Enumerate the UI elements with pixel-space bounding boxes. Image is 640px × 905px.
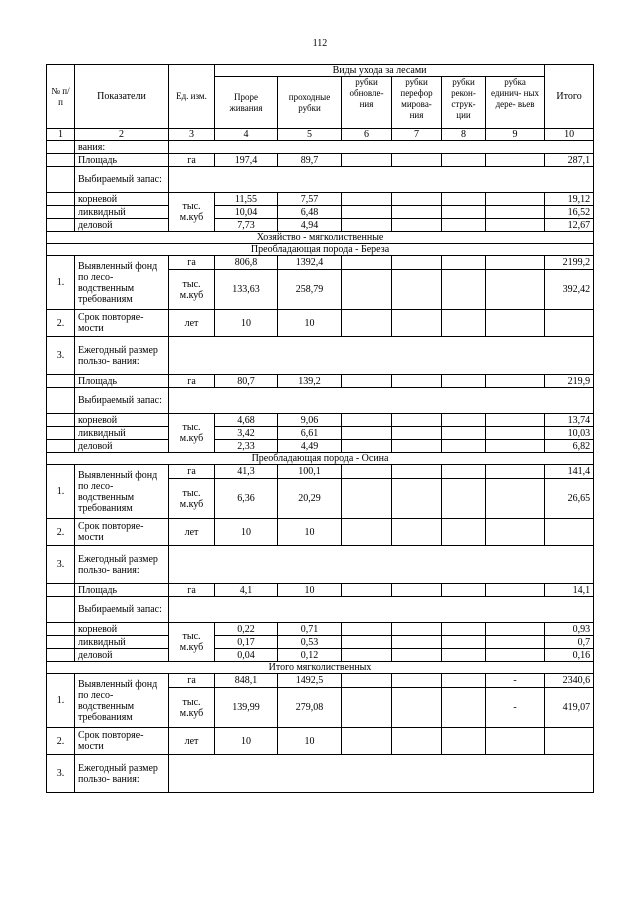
cell: 0,53 <box>278 636 342 649</box>
table-row <box>47 375 594 388</box>
table-row <box>47 414 594 427</box>
cell: 11,55 <box>215 193 278 206</box>
row-label: Выявленный фонд по лесо- водственным требованиям <box>75 674 169 728</box>
section-title: Итого мягколиственных <box>47 662 594 674</box>
cell: 7,73 <box>215 219 278 232</box>
row-label: Срок повторяе- мости <box>75 310 169 337</box>
header-indicator: Показатели <box>75 65 169 129</box>
forest-care-table <box>46 64 594 793</box>
row-label: Площадь <box>75 154 169 167</box>
unit: тыс. м.куб <box>169 193 215 232</box>
unit: лет <box>169 310 215 337</box>
cell: 4,94 <box>278 219 342 232</box>
cell: 197,4 <box>215 154 278 167</box>
cell: 10 <box>215 728 278 755</box>
cell: - <box>486 674 545 688</box>
col-number: 3 <box>169 129 215 141</box>
cell: 848,1 <box>215 674 278 688</box>
unit: лет <box>169 728 215 755</box>
table-row <box>47 674 594 688</box>
header-num: № п/п <box>47 65 75 129</box>
row-label: Выбираемый запас: <box>75 167 169 193</box>
row-number: 1. <box>47 465 75 519</box>
cell: 3,42 <box>215 427 278 440</box>
cell: 6,61 <box>278 427 342 440</box>
cell: 7,57 <box>278 193 342 206</box>
row-label: Выявленный фонд по лесо- водственным требованиям <box>75 256 169 310</box>
cell: 10 <box>215 310 278 337</box>
cell: 0,16 <box>545 649 594 662</box>
cell: 141,4 <box>545 465 594 479</box>
cell: 12,67 <box>545 219 594 232</box>
cell: 80,7 <box>215 375 278 388</box>
unit: тыс. м.куб <box>169 479 215 519</box>
cell: 4,68 <box>215 414 278 427</box>
header-col-6: рубки обновле- ния <box>342 77 392 129</box>
cell: 1392,4 <box>278 256 342 270</box>
cell: 1492,5 <box>278 674 342 688</box>
cell: 10,03 <box>545 427 594 440</box>
row-label: Выбираемый запас: <box>75 388 169 414</box>
cell: 0,17 <box>215 636 278 649</box>
header-col-7: рубки перефор мирова- ния <box>392 77 442 129</box>
cell: 2,33 <box>215 440 278 453</box>
row-label: деловой <box>75 649 169 662</box>
cell: 2199,2 <box>545 256 594 270</box>
cell: 10 <box>215 519 278 546</box>
row-number: 1. <box>47 674 75 728</box>
section-title: Преобладающая порода - Береза <box>47 244 594 256</box>
unit: тыс. м.куб <box>169 623 215 662</box>
cell: 279,08 <box>278 688 342 728</box>
table-row <box>47 427 594 440</box>
header-col-8: рубки рекон- струк- ции <box>442 77 486 129</box>
cell: 0,93 <box>545 623 594 636</box>
cell: 287,1 <box>545 154 594 167</box>
cell: 139,2 <box>278 375 342 388</box>
cell: 19,12 <box>545 193 594 206</box>
cell: 219,9 <box>545 375 594 388</box>
cell: 6,82 <box>545 440 594 453</box>
cell: 20,29 <box>278 479 342 519</box>
row-label: Площадь <box>75 584 169 597</box>
table-row <box>47 649 594 662</box>
unit: тыс. м.куб <box>169 414 215 453</box>
row-number: 3. <box>47 546 75 584</box>
cell: 6,48 <box>278 206 342 219</box>
cell: 26,65 <box>545 479 594 519</box>
unit: га <box>169 584 215 597</box>
table-row <box>47 193 594 206</box>
cell: 10 <box>278 584 342 597</box>
table-row <box>47 519 594 546</box>
row-number: 2. <box>47 519 75 546</box>
cell: - <box>486 688 545 728</box>
cell: 139,99 <box>215 688 278 728</box>
table-row <box>47 219 594 232</box>
header-col-5: проходные рубки <box>278 77 342 129</box>
cell: 10 <box>278 728 342 755</box>
col-number: 9 <box>486 129 545 141</box>
col-number: 10 <box>545 129 594 141</box>
col-number: 2 <box>75 129 169 141</box>
row-label: Выявленный фонд по лесо- водственным требованиям <box>75 465 169 519</box>
unit: га <box>169 465 215 479</box>
col-number: 1 <box>47 129 75 141</box>
row-label: Ежегодный размер пользо- вания: <box>75 546 169 584</box>
table-row <box>47 440 594 453</box>
cell: 6,36 <box>215 479 278 519</box>
unit: тыс. м.куб <box>169 688 215 728</box>
cell: 0,7 <box>545 636 594 649</box>
row-label: корневой <box>75 414 169 427</box>
unit: га <box>169 674 215 688</box>
cell: 419,07 <box>545 688 594 728</box>
row-label: деловой <box>75 219 169 232</box>
cell: 10,04 <box>215 206 278 219</box>
unit: га <box>169 154 215 167</box>
row-number: 3. <box>47 337 75 375</box>
row-label: ликвидный <box>75 206 169 219</box>
cell: 2340,6 <box>545 674 594 688</box>
cell: 0,22 <box>215 623 278 636</box>
cell: 14,1 <box>545 584 594 597</box>
cell: 10 <box>278 310 342 337</box>
cell: 0,71 <box>278 623 342 636</box>
row-label: корневой <box>75 623 169 636</box>
unit: га <box>169 256 215 270</box>
col-number: 4 <box>215 129 278 141</box>
cell: 89,7 <box>278 154 342 167</box>
cell: 258,79 <box>278 270 342 310</box>
row-label: Ежегодный размер пользо- вания: <box>75 337 169 375</box>
table-row <box>47 465 594 479</box>
cell: 806,8 <box>215 256 278 270</box>
table-row <box>47 206 594 219</box>
row-label: деловой <box>75 440 169 453</box>
col-number: 5 <box>278 129 342 141</box>
cell: 4,49 <box>278 440 342 453</box>
row-label: Срок повторяе- мости <box>75 728 169 755</box>
table-row <box>47 636 594 649</box>
row-label: Ежегодный размер пользо- вания: <box>75 755 169 793</box>
cell: 133,63 <box>215 270 278 310</box>
header-col-4: Прорe живания <box>215 77 278 129</box>
row-label: корневой <box>75 193 169 206</box>
header-unit: Ед. изм. <box>169 65 215 129</box>
table-row <box>47 584 594 597</box>
row-number: 2. <box>47 728 75 755</box>
cell: 41,3 <box>215 465 278 479</box>
unit: тыс. м.куб <box>169 270 215 310</box>
unit: га <box>169 375 215 388</box>
header-total: Итого <box>545 65 594 129</box>
table-row <box>47 256 594 270</box>
cell: 392,42 <box>545 270 594 310</box>
row-label: ликвидный <box>75 427 169 440</box>
cell: 10 <box>278 519 342 546</box>
cell: 13,74 <box>545 414 594 427</box>
row-label: Выбираемый запас: <box>75 597 169 623</box>
unit: лет <box>169 519 215 546</box>
cell: 16,52 <box>545 206 594 219</box>
header-col-9: рубка единич- ных дере- вьев <box>486 77 545 129</box>
row-number: 2. <box>47 310 75 337</box>
section-title: Хозяйство - мягколиственные <box>47 232 594 244</box>
table-row <box>47 310 594 337</box>
row-label: Срок повторяе- мости <box>75 519 169 546</box>
header-group: Виды ухода за лесами <box>215 65 545 77</box>
row-number: 3. <box>47 755 75 793</box>
row-label: вания: <box>75 141 169 154</box>
row-label: ликвидный <box>75 636 169 649</box>
page-number: 112 <box>312 38 328 49</box>
table-row <box>47 623 594 636</box>
col-number: 8 <box>442 129 486 141</box>
cell: 4,1 <box>215 584 278 597</box>
row-label: Площадь <box>75 375 169 388</box>
cell: 9,06 <box>278 414 342 427</box>
table-row <box>47 154 594 167</box>
col-number: 6 <box>342 129 392 141</box>
cell: 0,04 <box>215 649 278 662</box>
row-number: 1. <box>47 256 75 310</box>
section-title: Преобладающая порода - Осина <box>47 453 594 465</box>
cell: 100,1 <box>278 465 342 479</box>
table-row <box>47 728 594 755</box>
col-number: 7 <box>392 129 442 141</box>
cell: 0,12 <box>278 649 342 662</box>
